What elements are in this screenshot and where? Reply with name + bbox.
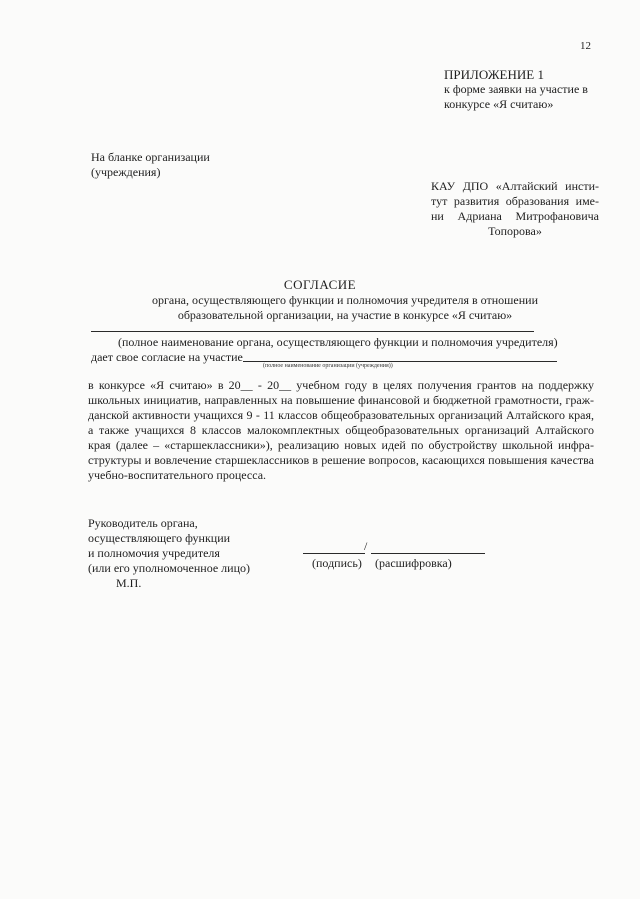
body-line: а также учащихся 8 классов малокомплектных общеобразовательных организаций Алтайского <box>88 423 594 437</box>
consent-body <box>88 378 594 483</box>
organ-name-fill-line[interactable] <box>91 331 534 332</box>
letterhead-line: На бланке организации <box>91 150 210 164</box>
decoding-fill-line[interactable] <box>371 553 485 554</box>
signatory-line: Руководитель органа, <box>88 516 198 530</box>
subtitle-line: образовательной организации, на участие в конкурсе «Я считаю» <box>177 308 513 322</box>
consent-label: дает свое согласие на участие <box>91 350 243 364</box>
body-line: в конкурсе «Я считаю» в 20__ - 20__ учебном году в целях получения грантов на поддержку <box>88 378 594 392</box>
signatory-line: и полномочия учредителя <box>88 546 220 560</box>
decoding-caption: (расшифровка) <box>375 556 452 570</box>
signature-separator: / <box>364 539 368 553</box>
organization-name-fill-line[interactable] <box>243 361 557 362</box>
signatory-title <box>88 516 288 591</box>
signatory-line: (или его уполномоченное лицо) <box>88 561 251 575</box>
document-subtitle <box>60 293 630 323</box>
addressee-line: КАУ ДПО «Алтайский инсти- <box>431 179 599 193</box>
body-line: структуры и вовлечение старшеклассников в решение вопросов, касающихся повышения качества <box>88 453 594 467</box>
stamp-mark: М.П. <box>116 576 142 590</box>
organ-name-caption: (полное наименование органа, осуществляющего функции и полномочия учредителя) <box>118 335 558 349</box>
document-title: СОГЛАСИЕ <box>283 277 357 292</box>
page-number: 12 <box>580 40 591 52</box>
appendix-header <box>444 67 614 112</box>
addressee-line: ни Адриана Митрофановича <box>431 209 599 223</box>
body-line: данской активности учащихся 9 - 11 классов общеобразовательных организаций Алтайского края, <box>88 408 594 422</box>
body-line: школьных инициатив, направленных на повышение финансовой и бюджетной грамотности, граж- <box>88 393 594 407</box>
addressee-block <box>431 179 599 239</box>
signature-fill-line[interactable] <box>303 553 365 554</box>
signature-caption: (подпись) <box>312 556 362 570</box>
body-line: учебно-воспитательного процесса. <box>88 468 267 482</box>
addressee-line: тут развития образования име- <box>431 194 599 208</box>
letterhead-note <box>91 150 291 180</box>
appendix-title: ПРИЛОЖЕНИЕ 1 <box>444 67 544 82</box>
organization-name-caption: (полное наименование организации (учреждения)) <box>263 363 393 369</box>
appendix-line: конкурсе «Я считаю» <box>444 97 554 111</box>
letterhead-line: (учреждения) <box>91 165 161 179</box>
appendix-line: к форме заявки на участие в <box>444 82 588 96</box>
signatory-line: осуществляющего функции <box>88 531 231 545</box>
addressee-line: Топорова» <box>488 224 542 238</box>
subtitle-line: органа, осуществляющего функции и полномочия учредителя в отношении <box>151 293 538 307</box>
body-line: края (далее – «старшеклассники»), реализацию новых идей по обустройству школьной инфра- <box>88 438 594 452</box>
